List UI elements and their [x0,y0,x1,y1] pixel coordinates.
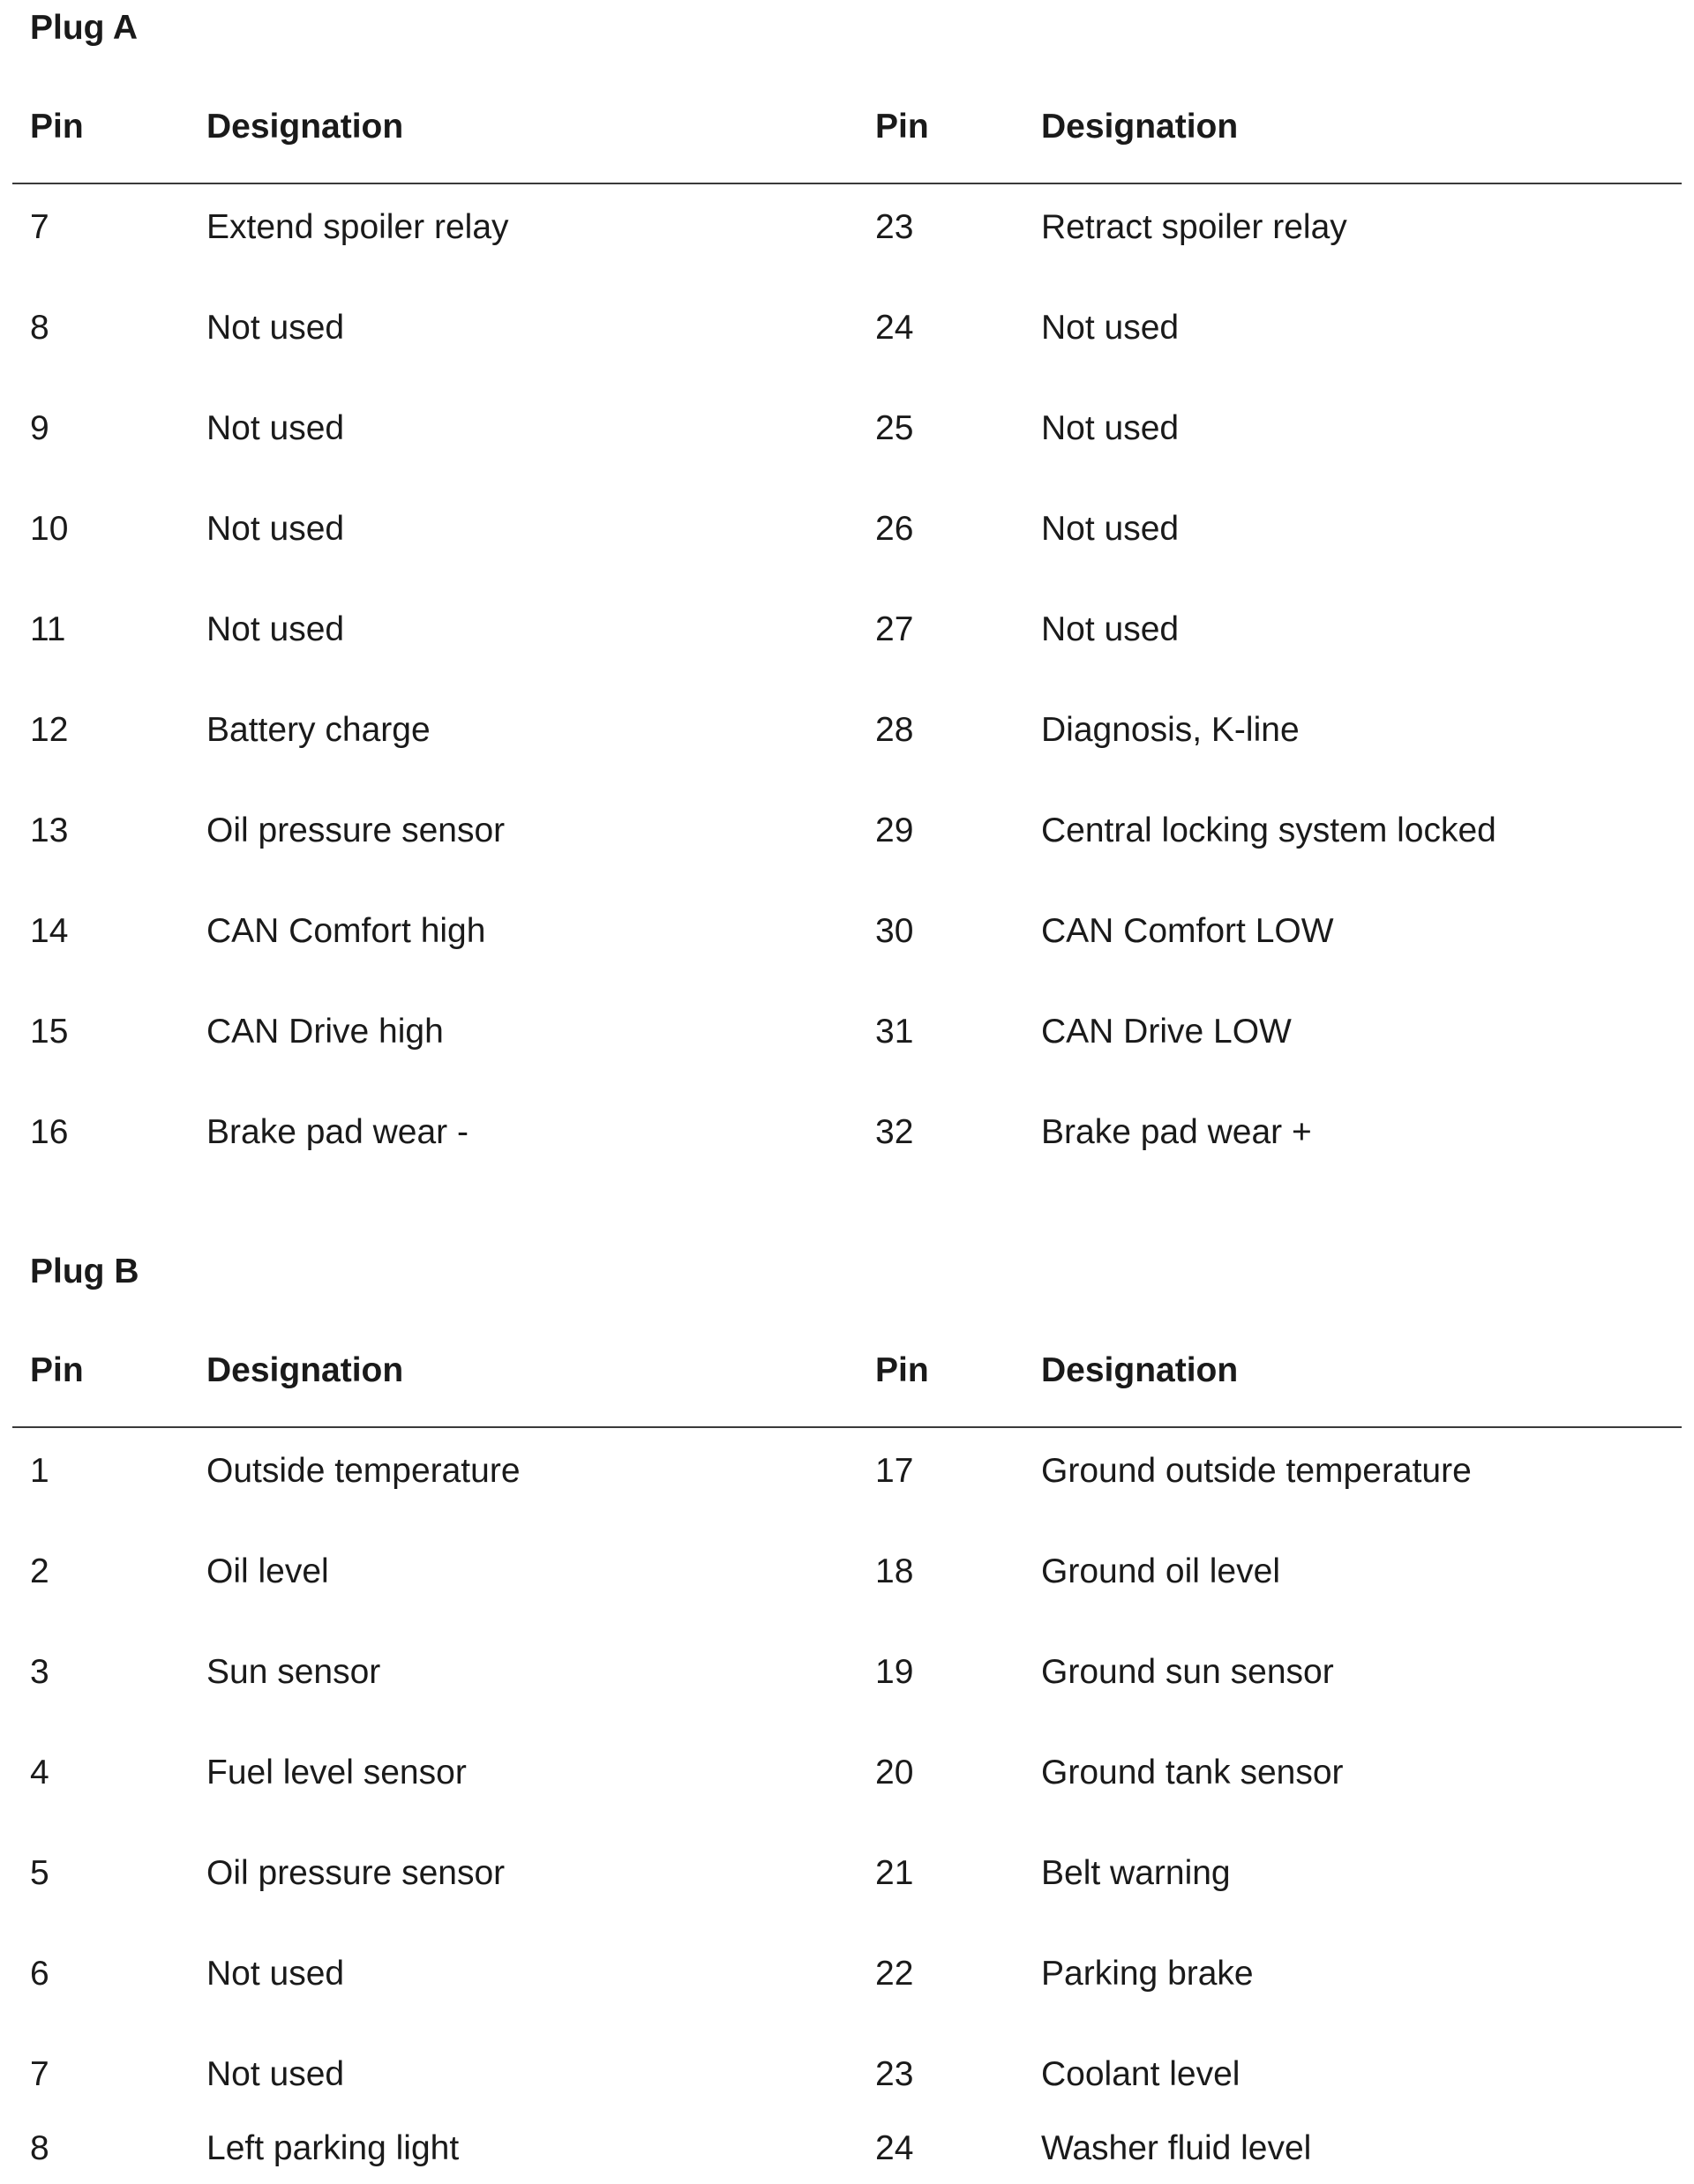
designation-right: CAN Comfort LOW [1041,912,1334,950]
pin-left: 8 [30,309,49,347]
designation-right: Not used [1041,610,1180,648]
designation-left: Not used [206,2055,345,2093]
table-row [0,512,1694,565]
designation-right: Ground tank sensor [1041,1754,1344,1791]
pin-left: 4 [30,1754,49,1791]
header-designation-left: Designation [206,1351,404,1389]
pin-left: 14 [30,912,69,950]
pin-left: 7 [30,2055,49,2093]
pin-right: 25 [875,409,914,447]
table-row [0,1454,1694,1507]
header-designation-left: Designation [206,108,404,146]
designation-right: CAN Drive LOW [1041,1013,1292,1051]
table-row [0,1655,1694,1708]
pin-right: 32 [875,1113,914,1151]
designation-right: Not used [1041,309,1180,347]
pin-right: 24 [875,2129,914,2167]
designation-right: Central locking system locked [1041,812,1496,849]
pin-left: 2 [30,1552,49,1590]
pin-left: 16 [30,1113,69,1151]
designation-right: Not used [1041,510,1180,548]
pin-left: 15 [30,1013,69,1051]
header-designation-right: Designation [1041,1351,1239,1389]
plug-a-header-rule [12,183,1682,184]
designation-left: Sun sensor [206,1653,381,1691]
pin-left: 6 [30,1955,49,1993]
pin-right: 18 [875,1552,914,1590]
designation-left: Battery charge [206,711,431,749]
plug-a-header-row [0,109,1694,162]
pin-right: 28 [875,711,914,749]
designation-right: Ground oil level [1041,1552,1280,1590]
plug-b-header-rule [12,1426,1682,1428]
header-pin-right: Pin [875,1351,929,1389]
designation-left: Extend spoiler relay [206,208,509,246]
designation-left: Fuel level sensor [206,1754,467,1791]
pin-right: 31 [875,1013,914,1051]
designation-right: Retract spoiler relay [1041,208,1347,246]
pin-right: 17 [875,1452,914,1490]
pin-left: 13 [30,812,69,849]
table-row [0,914,1694,967]
designation-right: Brake pad wear + [1041,1113,1312,1151]
designation-right: Coolant level [1041,2055,1241,2093]
table-row [0,1755,1694,1808]
designation-left: Not used [206,309,345,347]
header-designation-right: Designation [1041,108,1239,146]
designation-left: CAN Comfort high [206,912,486,950]
table-row [0,1014,1694,1067]
pin-left: 9 [30,409,49,447]
header-pin-left: Pin [30,108,84,146]
plug-a-title: Plug A [30,9,139,47]
pin-right: 21 [875,1854,914,1892]
header-pin-right: Pin [875,108,929,146]
pin-left: 8 [30,2129,49,2167]
designation-right: Ground sun sensor [1041,1653,1334,1691]
pin-right: 23 [875,2055,914,2093]
table-row [0,411,1694,464]
table-row [0,310,1694,363]
table-row [0,1554,1694,1607]
header-pin-left: Pin [30,1351,84,1389]
plug-b-header-row [0,1353,1694,1406]
pin-right: 26 [875,510,914,548]
designation-left: CAN Drive high [206,1013,444,1051]
table-row [0,612,1694,665]
designation-left: Not used [206,510,345,548]
designation-right: Parking brake [1041,1955,1254,1993]
table-row [0,1956,1694,2009]
pin-right: 30 [875,912,914,950]
pin-right: 27 [875,610,914,648]
pin-left: 11 [30,610,66,648]
designation-left: Left parking light [206,2129,460,2167]
table-row [0,2057,1694,2110]
pin-left: 12 [30,711,69,749]
designation-left: Not used [206,409,345,447]
pin-right: 23 [875,208,914,246]
plug-b-title: Plug B [30,1253,139,1290]
table-row [0,1856,1694,1909]
designation-left: Brake pad wear - [206,1113,468,1151]
pin-right: 24 [875,309,914,347]
pin-left: 10 [30,510,69,548]
designation-left: Oil pressure sensor [206,1854,506,1892]
table-row [0,1115,1694,1168]
table-row [0,210,1694,263]
pin-right: 19 [875,1653,914,1691]
pin-left: 5 [30,1854,49,1892]
designation-right: Not used [1041,409,1180,447]
table-row [0,2131,1694,2184]
table-row [0,713,1694,766]
table-row [0,813,1694,866]
designation-right: Belt warning [1041,1854,1231,1892]
designation-left: Not used [206,610,345,648]
designation-right: Diagnosis, K-line [1041,711,1300,749]
pin-right: 20 [875,1754,914,1791]
pin-right: 22 [875,1955,914,1993]
designation-right: Ground outside temperature [1041,1452,1472,1490]
pin-left: 1 [30,1452,49,1490]
pin-right: 29 [875,812,914,849]
pin-left: 7 [30,208,49,246]
pin-left: 3 [30,1653,49,1691]
designation-left: Oil pressure sensor [206,812,506,849]
designation-right: Washer fluid level [1041,2129,1312,2167]
designation-left: Outside temperature [206,1452,521,1490]
designation-left: Oil level [206,1552,329,1590]
designation-left: Not used [206,1955,345,1993]
